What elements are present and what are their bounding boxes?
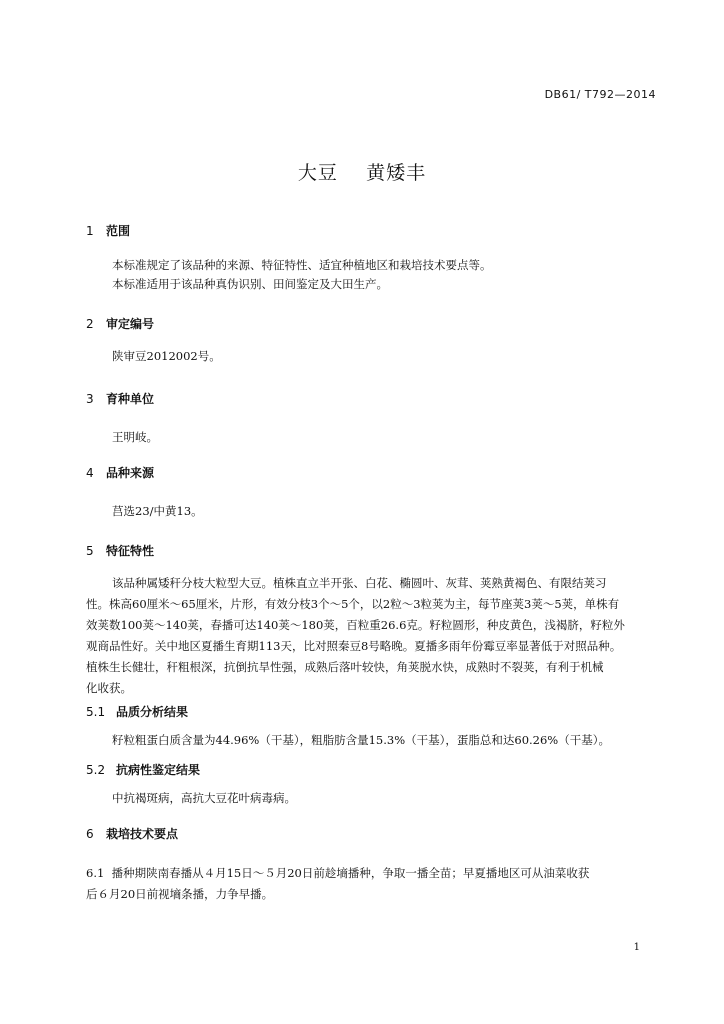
- cultivation-6-1-paragraph: [86, 863, 656, 905]
- section-title: 审定编号: [106, 317, 155, 331]
- scope-line-1: 本标准规定了该品种的来源、特征特性、适宜种植地区和栽培技术要点等。: [112, 258, 492, 272]
- section-title: 范围: [106, 224, 131, 238]
- paragraph-line: 该品种属矮秆分枝大粒型大豆。植株直立半开张、白花、椭圆叶、灰茸、荚熟黄褐色、有限结荚习: [112, 576, 607, 590]
- paragraph-line: 后６月20日前视墒条播，力争早播。: [86, 887, 274, 901]
- paragraph-line: [86, 863, 656, 884]
- section-5-1-heading: [86, 703, 188, 720]
- section-number: 3: [86, 392, 94, 406]
- quality-analysis-text: 籽粒粗蛋白质含量为44.96%（干基），粗脂肪含量15.3%（干基），蛋脂总和达60.26%（干基）。: [112, 733, 610, 747]
- section-number: 1: [86, 224, 94, 238]
- page-number: 1: [633, 942, 640, 953]
- section-4-heading: [86, 464, 154, 481]
- section-number: 6.1: [86, 866, 105, 880]
- paragraph-line: 效荚数100荚～140荚，春播可达140荚～180荚，百粒重26.6克。籽粒圆形，种皮黄色，浅褐脐，籽粒外: [86, 618, 625, 632]
- section-6-heading: [86, 825, 178, 842]
- paragraph-line: 性。株高60厘米～65厘米，片形，有效分枝3个～5个，以2粒～3粒荚为主，每节座荚3荚～5荚，单株有: [86, 597, 620, 611]
- paragraph-line: 化收获。: [86, 681, 132, 695]
- breeder-text: 王明岐。: [112, 430, 158, 444]
- section-5-2-heading: [86, 761, 200, 778]
- variety-origin-text: 莒选23/中黄13。: [112, 504, 203, 518]
- section-number: 5.1: [86, 705, 106, 719]
- paragraph-text: 播种期陕南春播从４月15日～５月20日前趁墒播种，争取一播全苗；早夏播地区可从油菜收获: [111, 866, 590, 880]
- section-5-heading: [86, 542, 154, 559]
- section-number: 5: [86, 544, 94, 558]
- section-title: 品种来源: [106, 466, 155, 480]
- disease-resistance-text: 中抗褐斑病，高抗大豆花叶病毒病。: [112, 791, 296, 805]
- paragraph-line: 植株生长健壮，秆粗根深，抗倒抗旱性强，成熟后落叶较快，角荚脱水快，成熟时不裂荚，有利于机械: [86, 660, 604, 674]
- section-number: 5.2: [86, 763, 106, 777]
- document-code: DB61/ T792—2014: [544, 88, 656, 101]
- page-title: 大豆 黄矮丰: [297, 162, 427, 184]
- section-3-heading: [86, 390, 154, 407]
- paragraph-line: 观商品性好。关中地区夏播生育期113天，比对照秦豆8号略晚。夏播多雨年份霉豆率显著低于对照品种。: [86, 639, 622, 653]
- section-title: 抗病性鉴定结果: [116, 763, 201, 777]
- section-number: 6: [86, 827, 94, 841]
- section-title: 栽培技术要点: [106, 827, 179, 841]
- section-title: 品质分析结果: [116, 705, 189, 719]
- section-title: 育种单位: [106, 392, 155, 406]
- scope-line-2: 本标准适用于该品种真伪识别、田间鉴定及大田生产。: [112, 277, 388, 291]
- section-title: 特征特性: [106, 544, 155, 558]
- section-2-heading: [86, 315, 154, 332]
- section-1-heading: [86, 222, 130, 239]
- characteristics-paragraph: [86, 573, 656, 699]
- section-number: 4: [86, 466, 94, 480]
- approval-number-text: 陕审豆2012002号。: [112, 349, 221, 363]
- section-number: 2: [86, 317, 94, 331]
